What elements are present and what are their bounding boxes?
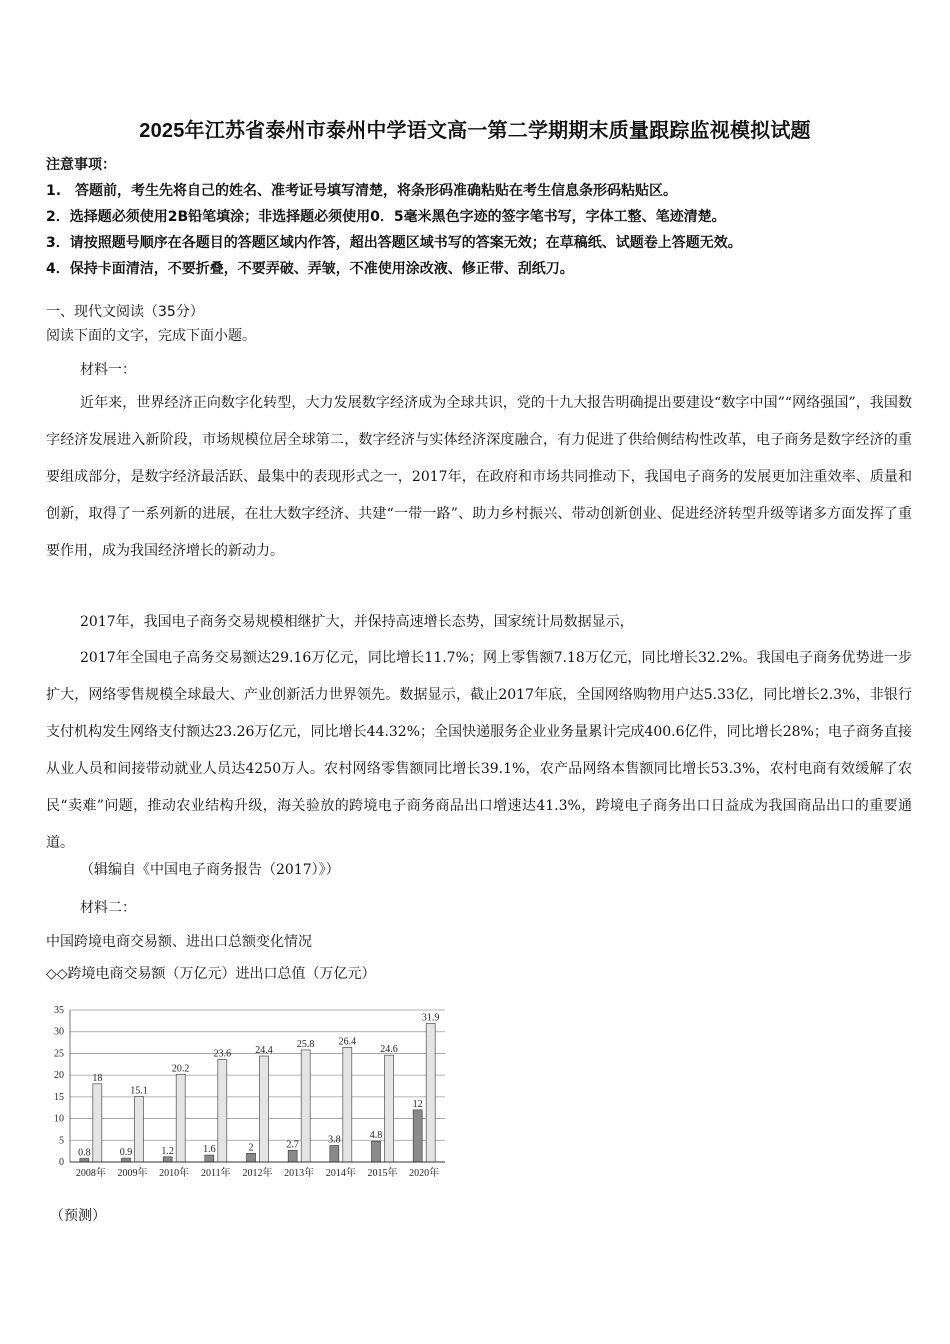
x-tick-label: 2013年 — [284, 1168, 315, 1179]
data-label: 23.6 — [213, 1048, 232, 1060]
data-label: 3.8 — [328, 1134, 341, 1146]
material-1-label: 材料一： — [80, 362, 136, 378]
bar-series-1 — [288, 1150, 297, 1162]
bar-series-1 — [163, 1157, 172, 1162]
paragraph-3: 2017年全国电子高务交易额达29.16万亿元，同比增长11.7%；网上零售额7.18万亿元，同比增长32.2%。我国电子商务优势进一步扩大，网络零售规模全球最大、产业创新活力世界领先。数据显示，截止2017年底，全国网络购物用户达5.33亿，同比增长2.3%，非银行支付机构发生网络支付额达23.26万亿元，同比增长44.32%；全国快递服务企业业务量累计完成400.6亿件，同比增长28%；电子商务直接从业人员和间接带动就业人员达4250万人。农村网络零售额同比增长39.1%，农产品网络本售额同比增长53.3%，农村电商有效缓解了农民“卖难”问题，推动农业结构升级，海关验放的跨境电子商务商品出口增速达41.3%，跨境电子商务出口日益成为我国商品出口的重要通道。 — [46, 650, 912, 851]
y-tick-label: 20 — [54, 1070, 64, 1082]
x-tick-label: 2020年 — [409, 1168, 440, 1179]
y-tick-label: 10 — [54, 1113, 64, 1125]
source-citation: （辑编自《中国电子商务报告（2017）》） — [80, 862, 340, 878]
x-tick-label: 2008年 — [75, 1168, 106, 1179]
chart-title: 中国跨境电商交易额、进出口总额变化情况 — [46, 934, 312, 950]
reading-instruction: 阅读下面的文字，完成下面小题。 — [46, 328, 256, 344]
paragraph-2: 2017年，我国电子商务交易规模相继扩大，并保持高速增长态势，国家统计局数据显示， — [80, 614, 634, 630]
data-label: 25.8 — [296, 1038, 315, 1050]
bar-series-2 — [260, 1056, 269, 1162]
data-label: 20.2 — [171, 1063, 190, 1075]
y-tick-label: 5 — [59, 1135, 64, 1147]
data-label: 0.8 — [78, 1147, 91, 1159]
note-item: 3．请按照题号顺序在各题目的答题区域内作答，超出答题区域书写的答案无效；在草稿纸、试题卷上答题无效。 — [46, 235, 742, 251]
prediction-note: （预测） — [50, 1208, 106, 1224]
data-label: 18 — [92, 1072, 103, 1084]
notes-heading: 注意事项： — [46, 157, 116, 173]
data-label: 12 — [412, 1098, 423, 1110]
x-tick-label: 2015年 — [367, 1168, 398, 1179]
data-label: 24.4 — [255, 1045, 273, 1057]
page-title: 2025年江苏省泰州市泰州中学语文高一第二学期期末质量跟踪监视模拟试题 — [139, 120, 811, 142]
bar-series-2 — [343, 1047, 352, 1162]
section-title: 一、现代文阅读（35分） — [46, 304, 204, 320]
bar-series-2 — [385, 1055, 394, 1162]
note-item: 2．选择题必须使用2B铅笔填涂；非选择题必须使用0．5毫米黑色字迹的签字笔书写，字体工整、笔迹清楚。 — [46, 209, 726, 225]
note-item: 4．保持卡面清洁，不要折叠，不要弄破、弄皱，不准使用涂改液、修正带、刮纸刀。 — [46, 261, 574, 277]
data-label: 2 — [248, 1142, 254, 1154]
notes-block — [46, 152, 916, 282]
data-label: 1.2 — [161, 1145, 174, 1157]
x-tick-label: 2011年 — [201, 1168, 231, 1179]
bar-series-2 — [135, 1096, 144, 1162]
x-tick-label: 2010年 — [159, 1168, 190, 1179]
data-label: 15.1 — [130, 1085, 148, 1097]
data-label: 4.8 — [369, 1130, 383, 1142]
bar-series-2 — [218, 1060, 227, 1162]
bar-series-2 — [93, 1084, 102, 1162]
y-tick-label: 30 — [54, 1026, 64, 1038]
y-tick-label: 25 — [54, 1048, 64, 1060]
bar-series-1 — [413, 1110, 422, 1162]
y-tick-label: 15 — [54, 1091, 64, 1103]
data-label: 2.7 — [286, 1139, 299, 1151]
x-tick-label: 2009年 — [117, 1168, 148, 1179]
chart-legend: ◇◇跨境电商交易额（万亿元）进出口总值（万亿元） — [46, 966, 376, 982]
data-label: 0.9 — [119, 1147, 133, 1159]
bar-series-2 — [301, 1050, 310, 1162]
bar-chart — [40, 1000, 460, 1195]
bar-series-1 — [122, 1158, 131, 1162]
y-tick-label: 0 — [59, 1157, 64, 1168]
data-label: 26.4 — [338, 1036, 357, 1048]
note-item: 1. 答题前，考生先将自己的姓名、准考证号填写清楚，将条形码准确粘贴在考生信息条形码粘贴区。 — [46, 183, 678, 199]
bar-series-1 — [330, 1145, 339, 1162]
bar-series-2 — [426, 1023, 435, 1162]
paragraph-1: 近年来，世界经济正向数字化转型，大力发展数字经济成为全球共识，党的十九大报告明确提出要建设“数字中国”“网络强国”，我国数字经济发展进入新阶段，市场规模位居全球第二，数字经济与实体经济深度融合，有力促进了供给侧结构性改革，电子商务是数字经济的重要组成部分，是数字经济最活跃、最集中的表现形式之一，2017年，在政府和市场共同推动下，我国电子商务的发展更加注重效率、质量和创新，取得了一系列新的进展，在壮大数字经济、共建“一带一路”、助力乡村振兴、带动创新创业、促进经济转型升级等诸多方面发挥了重要作用，成为我国经济增长的新动力。 — [46, 395, 912, 559]
bar-series-2 — [176, 1074, 185, 1162]
data-label: 31.9 — [421, 1012, 440, 1024]
bar-series-1 — [247, 1153, 256, 1162]
bar-series-1 — [372, 1141, 381, 1162]
bar-series-1 — [205, 1155, 214, 1162]
y-tick-label: 35 — [54, 1005, 64, 1016]
bar-series-1 — [80, 1159, 89, 1162]
data-label: 1.6 — [203, 1144, 216, 1156]
data-label: 24.6 — [380, 1044, 398, 1056]
x-tick-label: 2012年 — [242, 1168, 273, 1179]
material-2-label: 材料二： — [80, 900, 136, 916]
x-tick-label: 2014年 — [325, 1168, 356, 1179]
